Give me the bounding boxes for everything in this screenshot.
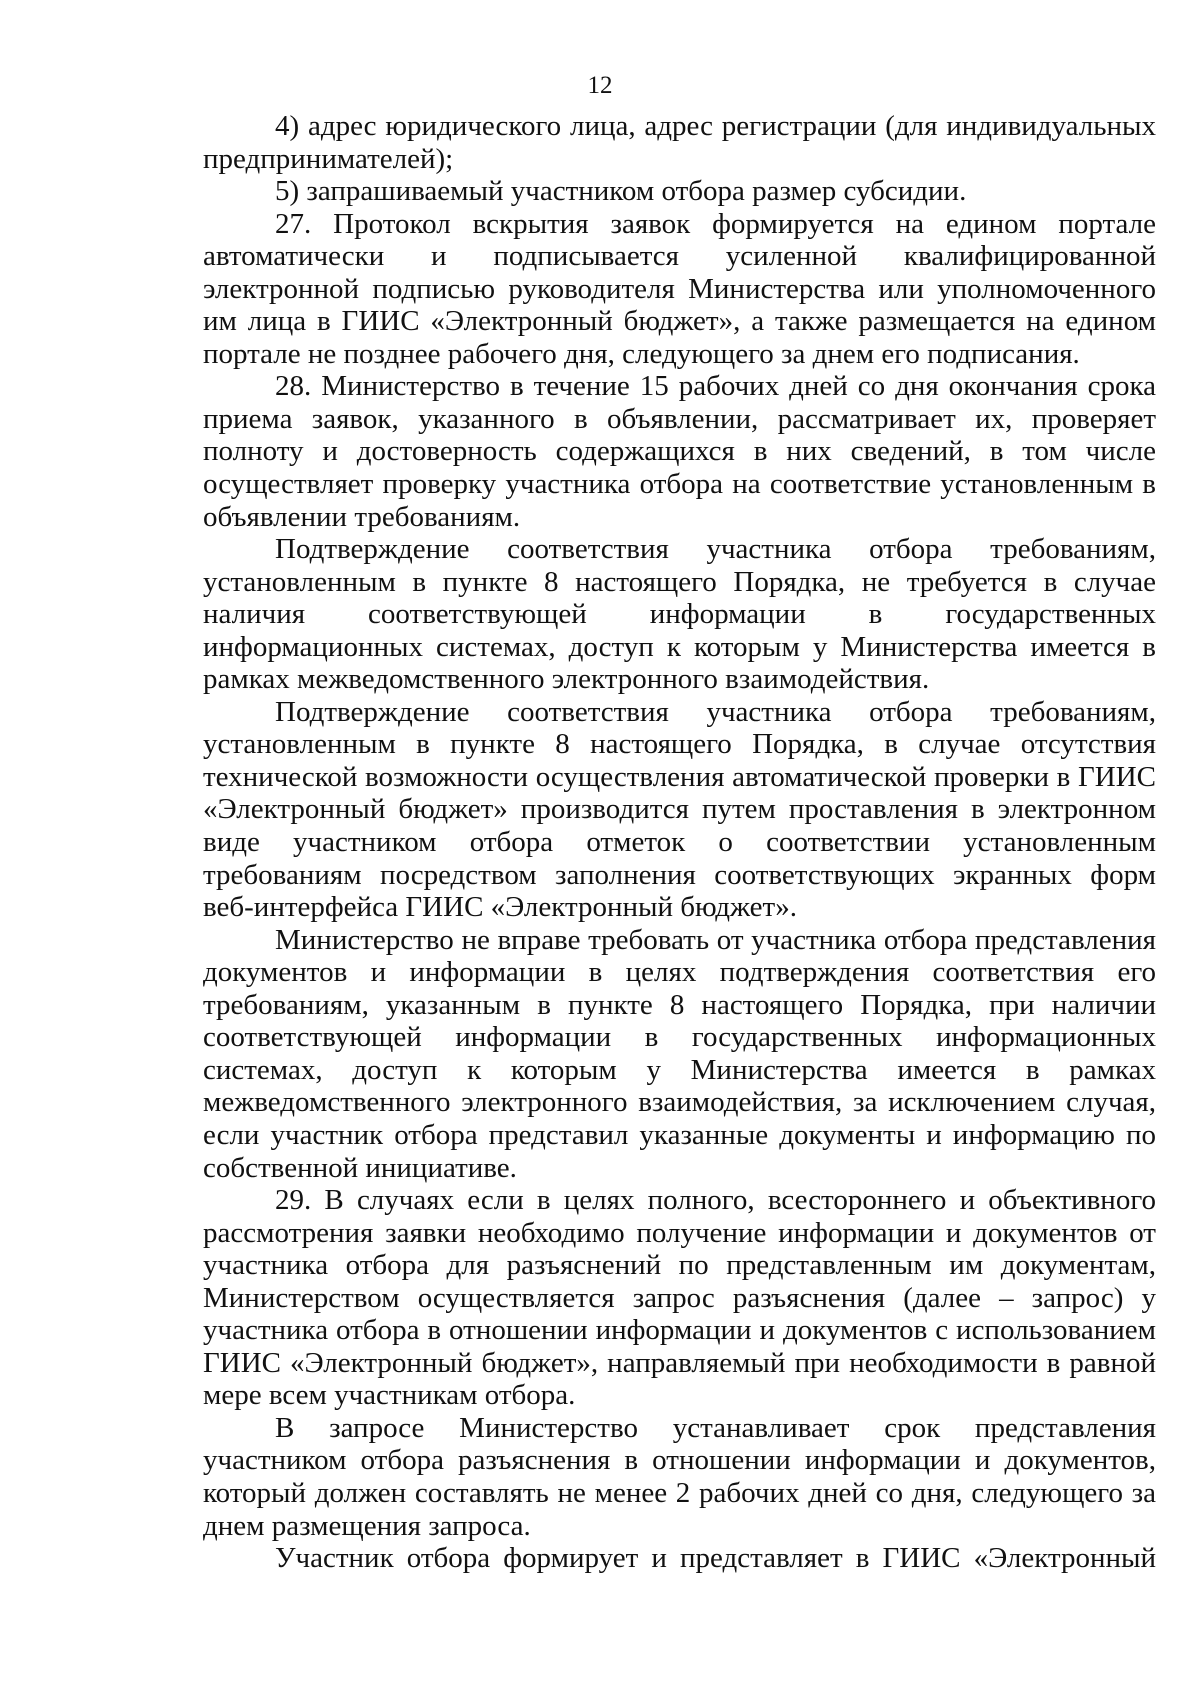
page-number: 12 [587, 72, 613, 99]
document-body [203, 110, 1156, 1575]
paragraph: Подтверждение соответствия участника отбора требованиям, установленным в пункте 8 настоящего Порядка, не требуется в случае наличия соответствующей информации в государственных информационных системах, доступ к которым у Министерства имеется в рамках межведомственного электронного взаимодействия. [203, 533, 1156, 696]
paragraph: 28. Министерство в течение 15 рабочих дней со дня окончания срока приема заявок, указанного в объявлении, рассматривает их, проверяет полноту и достоверность содержащихся в них сведений, в том числе осуществляет проверку участника отбора на соответствие установленным в объявлении требованиям. [203, 370, 1156, 533]
paragraph: Министерство не вправе требовать от участника отбора представления документов и информации в целях подтверждения соответствия его требованиям, указанным в пункте 8 настоящего Порядка, при наличии соответствующей информации в государственных информационных системах, доступ к которым у Министерства имеется в рамках межведомственного электронного взаимодействия, за исключением случая, если участник отбора представил указанные документы и информацию по собственной инициативе. [203, 923, 1156, 1184]
paragraph-continued: Участник отбора формирует и представляет в ГИИС «Электронный [275, 1542, 1156, 1575]
paragraph: 27. Протокол вскрытия заявок формируется на едином портале автоматически и подписывается усиленной квалифицированной электронной подписью руководителя Министерства или уполномоченного им лица в ГИИС «Электронный бюджет», а также размещается на едином портале не позднее рабочего дня, следующего за днем его подписания. [203, 207, 1156, 370]
paragraph: Подтверждение соответствия участника отбора требованиям, установленным в пункте 8 настоящего Порядка, в случае отсутствия технической возможности осуществления автоматической проверки в ГИИС «Электронный бюджет» производится путем проставления в электронном виде участником отбора отметок о соответствии установленным требованиям посредством заполнения соответствующих экранных форм веб-интерфейса ГИИС «Электронный бюджет». [203, 695, 1156, 924]
paragraph: 5) запрашиваемый участником отбора размер субсидии. [275, 175, 967, 208]
paragraph: В запросе Министерство устанавливает срок представления участником отбора разъяснения в отношении информации и документов, который должен составлять не менее 2 рабочих дней со дня, следующего за днем размещения запроса. [203, 1411, 1156, 1542]
paragraph: 4) адрес юридического лица, адрес регистрации (для индивидуальных предпринимателей); [203, 110, 1156, 175]
paragraph: 29. В случаях если в целях полного, всестороннего и объективного рассмотрения заявки необходимо получение информации и документов от участника отбора для разъяснений по представленным им документам, Министерством осуществляется запрос разъяснения (далее – запрос) у участника отбора в отношении информации и документов с использованием ГИИС «Электронный бюджет», направляемый при необходимости в равной мере всем участникам отбора. [203, 1184, 1156, 1412]
